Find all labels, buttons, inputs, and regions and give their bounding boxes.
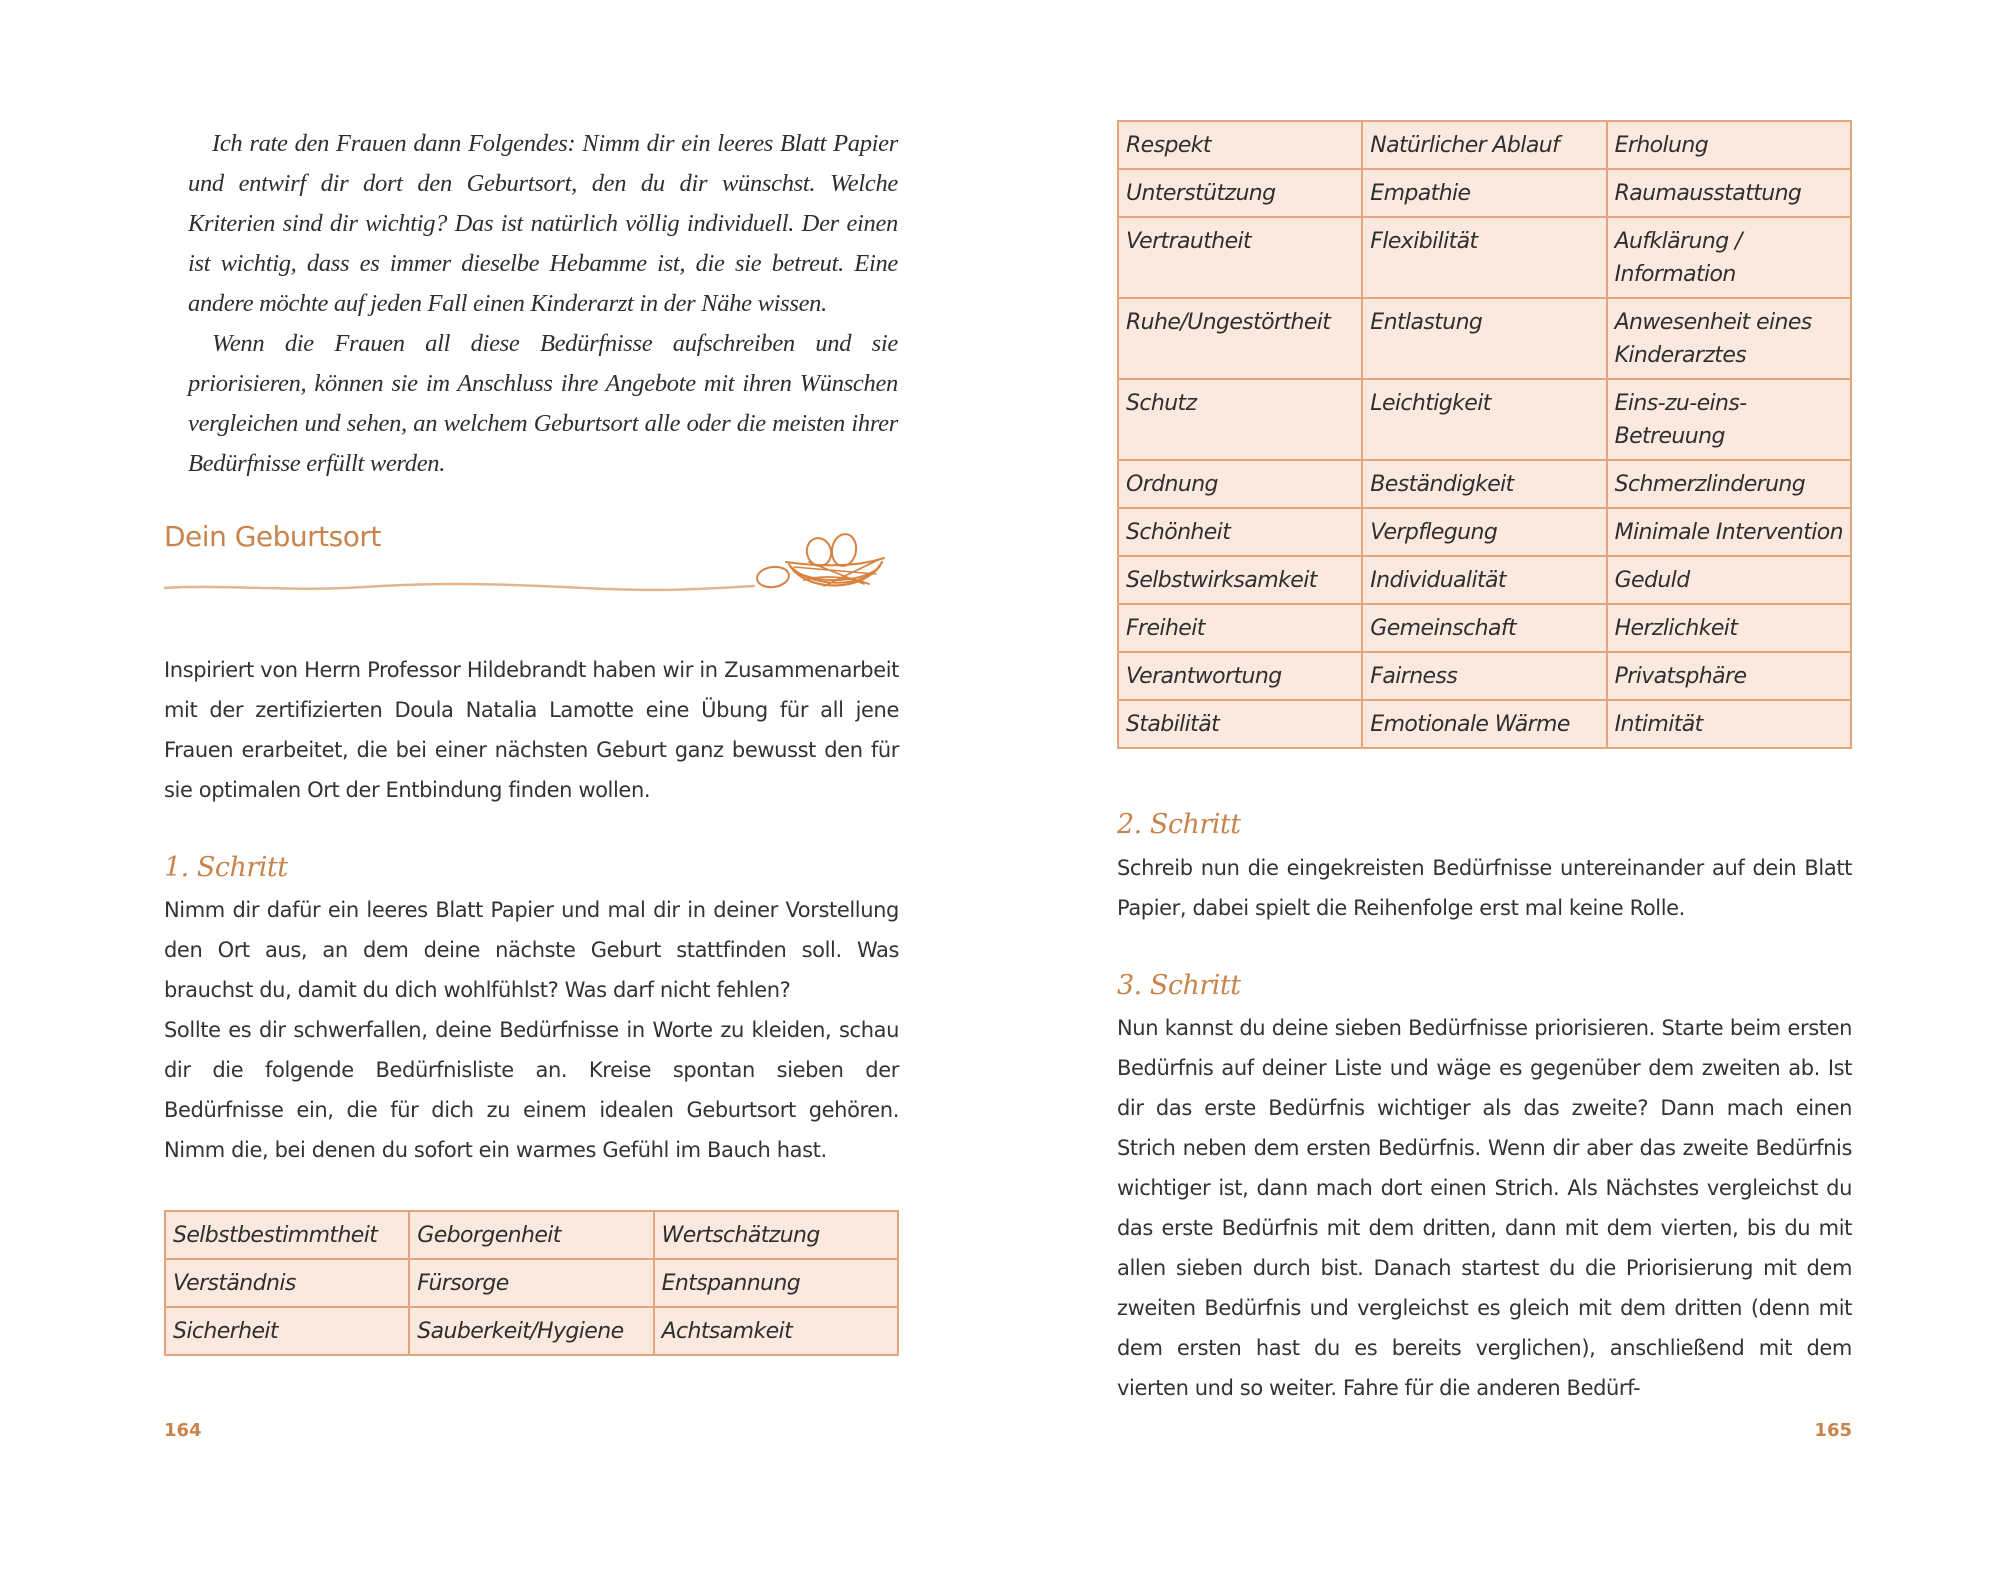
table-cell: Entlastung: [1362, 298, 1606, 379]
table-cell: Selbstwirksamkeit: [1118, 556, 1362, 604]
table-cell: Selbstbestimmtheit: [165, 1211, 409, 1259]
table-cell: Sicherheit: [165, 1307, 409, 1355]
step-2-paragraph: Schreib nun die eingekreisten Bedürfnisse untereinander auf dein Blatt Papier, dabei spielt die Reihenfolge erst mal keine Rolle.: [1117, 856, 1852, 920]
table-cell: Intimität: [1607, 700, 1851, 748]
table-cell: Vertrautheit: [1118, 217, 1362, 298]
table-row: [1118, 298, 1851, 379]
table-cell: Fairness: [1362, 652, 1606, 700]
table-cell: Empathie: [1362, 169, 1606, 217]
table-cell: Wertschätzung: [654, 1211, 898, 1259]
table-cell: Beständigkeit: [1362, 460, 1606, 508]
table-cell: Anwesenheit eines Kinderarztes: [1607, 298, 1851, 379]
table-cell: Geduld: [1607, 556, 1851, 604]
table-cell: Emotionale Wärme: [1362, 700, 1606, 748]
step-3-paragraph: Nun kannst du deine sieben Bedürfnisse priorisieren. Starte beim ersten Bedürfnis auf deiner Liste und wäge es gegenüber dem zweiten ab. Ist dir das erste Bedürfnis wichtiger als das zweite? Dann mach einen Strich neben dem ersten Bedürfnis. Wenn dir aber das zweite Bedürfnis wichtiger ist, dann mach dort einen Strich. Als Nächstes vergleichst du das erste Bedürfnis mit dem dritten, dann mit dem vierten, bis du mit allen sieben durch bist. Danach startest du die Priorisierung mit dem zweiten Bedürfnis und vergleichst es gleich mit dem dritten (denn mit dem ersten hast du es bereits verglichen), anschließend mit dem vierten und so weiter. Fahre für die anderen Bedürf-: [1117, 1016, 1852, 1400]
table-row: [1118, 604, 1851, 652]
table-cell: Individualität: [1362, 556, 1606, 604]
table-cell: Entspannung: [654, 1259, 898, 1307]
table-cell: Respekt: [1118, 121, 1362, 169]
table-cell: Gemeinschaft: [1362, 604, 1606, 652]
table-row: [1118, 652, 1851, 700]
table-cell: Achtsamkeit: [654, 1307, 898, 1355]
table-cell: Privatsphäre: [1607, 652, 1851, 700]
step-3-heading: 3. Schritt: [1117, 970, 1241, 1001]
table-row: [1118, 508, 1851, 556]
table-cell: Ruhe/Ungestörtheit: [1118, 298, 1362, 379]
table-cell: Ordnung: [1118, 460, 1362, 508]
table-row: [1118, 121, 1851, 169]
intro-text: [188, 124, 898, 484]
table-cell: Geborgenheit: [409, 1211, 653, 1259]
step-1-text: [164, 890, 899, 1170]
intro-paragraph-2: Wenn die Frauen all diese Bedürfnisse aufschreiben und sie priorisieren, können sie im Anschluss ihre Angebote mit ihren Wünschen vergleichen und sehen, an welchem Geburtsort alle oder die meisten ihrer Bedürfnisse erfüllt werden.: [188, 330, 898, 477]
table-cell: Eins-zu-eins-Betreuung: [1607, 379, 1851, 460]
page-number-right: 165: [1814, 1420, 1852, 1441]
table-cell: Flexibilität: [1362, 217, 1606, 298]
table-cell: Fürsorge: [409, 1259, 653, 1307]
table-cell: Verpflegung: [1362, 508, 1606, 556]
table-cell: Stabilität: [1118, 700, 1362, 748]
table-cell: Raumausstattung: [1607, 169, 1851, 217]
table-cell: Schönheit: [1118, 508, 1362, 556]
table-cell: Unterstützung: [1118, 169, 1362, 217]
table-cell: Verständnis: [165, 1259, 409, 1307]
section-title: Dein Geburtsort: [164, 520, 381, 553]
page-number-left: 164: [164, 1420, 202, 1441]
table-cell: Leichtigkeit: [1362, 379, 1606, 460]
table-row: [1118, 556, 1851, 604]
table-cell: Erholung: [1607, 121, 1851, 169]
table-cell: Minimale Intervention: [1607, 508, 1851, 556]
table-row: [1118, 217, 1851, 298]
table-row: [165, 1259, 898, 1307]
table-row: [165, 1211, 898, 1259]
table-cell: Verantwortung: [1118, 652, 1362, 700]
table-row: [1118, 169, 1851, 217]
needs-table-part-1: [164, 1210, 899, 1356]
table-row: [1118, 700, 1851, 748]
step-2-heading: 2. Schritt: [1117, 809, 1241, 840]
table-cell: Freiheit: [1118, 604, 1362, 652]
section-intro-paragraph: Inspiriert von Herrn Professor Hildebrandt haben wir in Zusammenarbeit mit der zertifizierten Doula Natalia Lamotte eine Übung für all jene Frauen erarbeitet, die bei einer nächsten Geburt ganz bewusst den für sie optimalen Ort der Entbindung finden wollen.: [164, 658, 899, 802]
step-1-paragraph-a: Nimm dir dafür ein leeres Blatt Papier und mal dir in deiner Vorstellung den Ort aus, an dem deine nächste Geburt stattfinden soll. Was brauchst du, damit du dich wohlfühlst? Was darf nicht fehlen?: [164, 898, 899, 1002]
step-1-paragraph-b: Sollte es dir schwerfallen, deine Bedürfnisse in Worte zu kleiden, schau dir die folgende Bedürfnisliste an. Kreise spontan sieben der Bedürfnisse ein, die für dich zu einem idealen Geburtsort gehören. Nimm die, bei denen du sofort ein warmes Gefühl im Bauch hast.: [164, 1018, 899, 1162]
nest-with-eggs-icon: [756, 532, 884, 589]
section-divider: [164, 522, 899, 602]
step-1-heading: 1. Schritt: [164, 852, 288, 883]
table-cell: Natürlicher Ablauf: [1362, 121, 1606, 169]
table-row: [1118, 379, 1851, 460]
table-row: [1118, 460, 1851, 508]
table-cell: Sauberkeit/Hygiene: [409, 1307, 653, 1355]
table-cell: Schmerzlinderung: [1607, 460, 1851, 508]
table-cell: Schutz: [1118, 379, 1362, 460]
table-cell: Aufklärung / Information: [1607, 217, 1851, 298]
intro-paragraph-1: Ich rate den Frauen dann Folgendes: Nimm dir ein leeres Blatt Papier und entwirf dir dort den Geburtsort, den du dir wünschst. Welche Kriterien sind dir wichtig? Das ist natürlich völlig individuell. Der einen ist wichtig, dass es immer dieselbe Hebamme ist, die sie betreut. Eine andere möchte auf jeden Fall einen Kinderarzt in der Nähe wissen.: [188, 130, 898, 317]
needs-table-part-2: [1117, 120, 1852, 749]
table-row: [165, 1307, 898, 1355]
table-cell: Herzlichkeit: [1607, 604, 1851, 652]
